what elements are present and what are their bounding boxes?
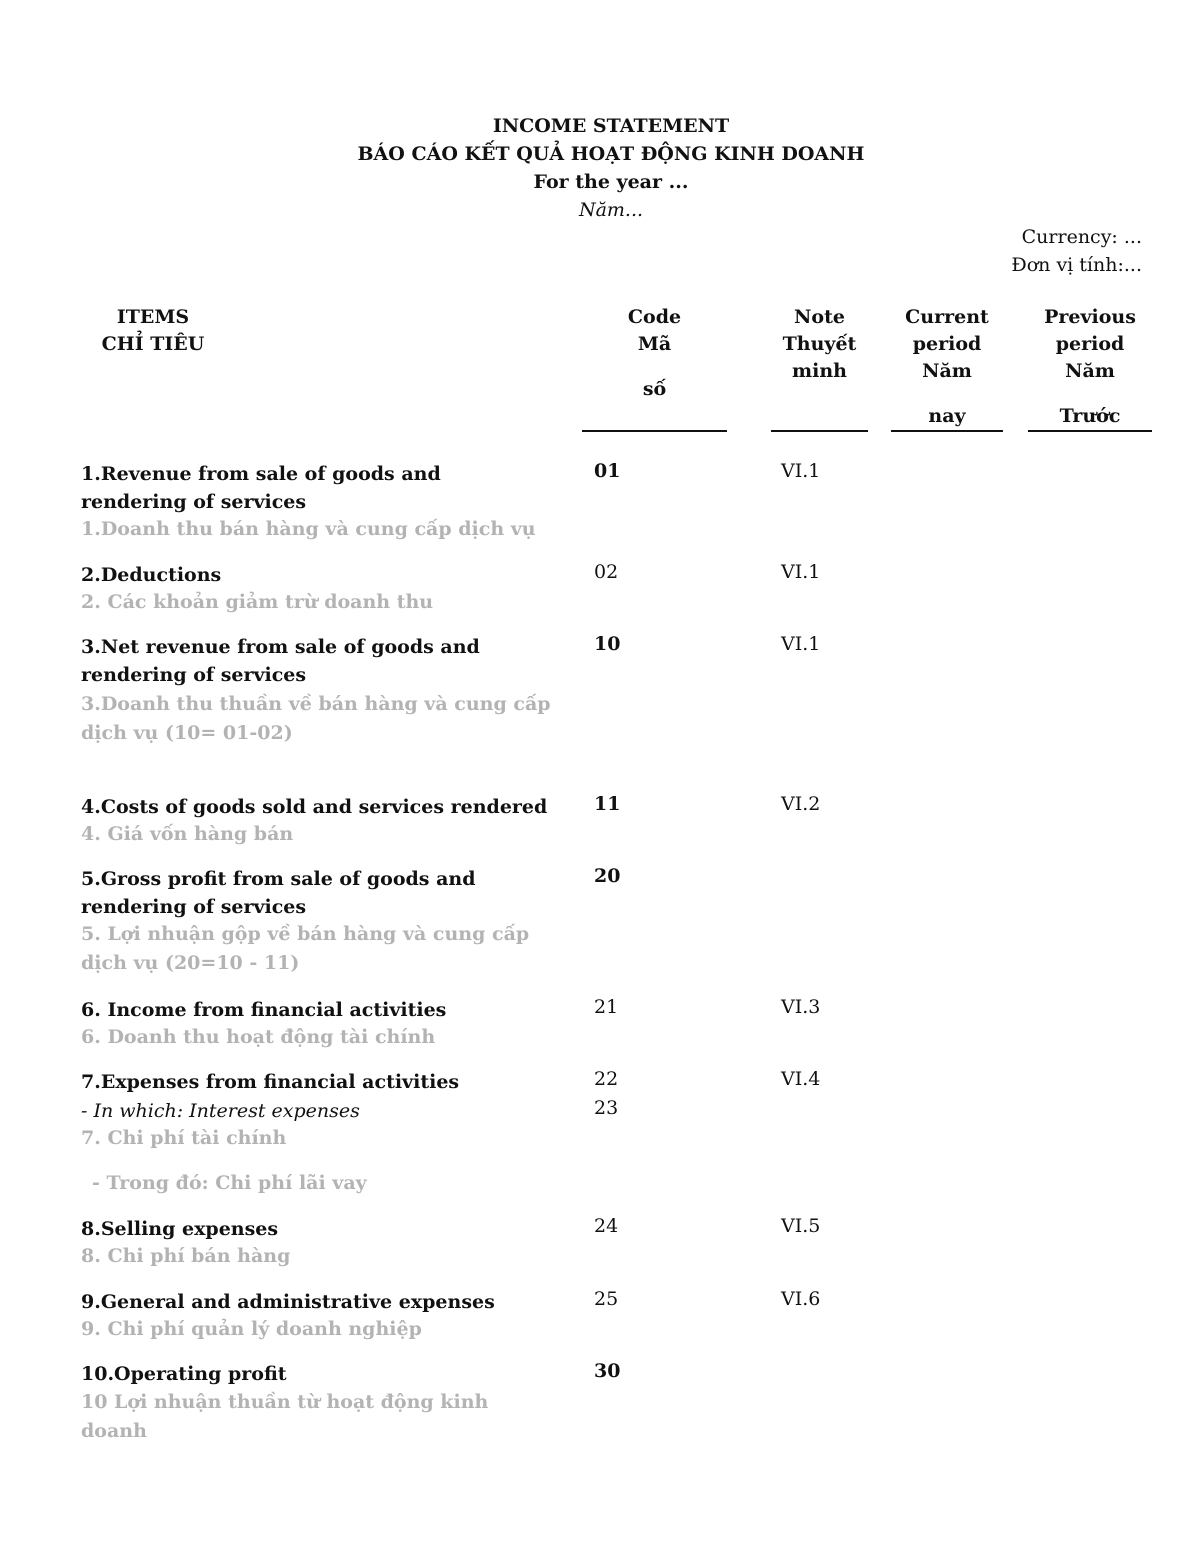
col-note-vn-2: minh <box>792 360 847 382</box>
row-3-note: VI.1 <box>781 633 821 655</box>
col-note-vn: Thuyết <box>782 333 857 355</box>
row-3-vn: 3.Doanh thu thuần về bán hàng và cung cấp dịch vụ (10= 01-02) <box>81 693 551 744</box>
currency-vn: Đơn vị tính:... <box>1011 254 1142 276</box>
row-10-en: 10.Operating profit <box>81 1363 287 1385</box>
row-8-vn: 8. Chi phí bán hàng <box>81 1245 291 1267</box>
row-5-en: 5.Gross profit from sale of goods and rendering of services <box>81 868 476 918</box>
row-6-en: 6. Income from financial activities <box>81 999 447 1021</box>
row-1-note: VI.1 <box>781 460 821 482</box>
row-7-sub-code: 23 <box>594 1097 619 1119</box>
col-code-rule <box>582 430 727 432</box>
row-6-note: VI.3 <box>781 996 821 1018</box>
row-7-code: 22 <box>594 1068 619 1090</box>
col-previous-vn: Năm <box>1065 360 1115 382</box>
col-code-vn-2: số <box>642 378 667 400</box>
col-previous-vn-2: Trước <box>1059 405 1121 427</box>
row-8-code: 24 <box>594 1215 619 1237</box>
col-previous-rule <box>1028 430 1152 432</box>
row-4-en: 4.Costs of goods sold and services rendered <box>81 796 548 818</box>
col-note-en: Note <box>794 306 845 328</box>
row-3-en: 3.Net revenue from sale of goods and rendering of services <box>81 636 480 686</box>
col-current-en: Current <box>905 306 989 328</box>
col-note-header <box>771 304 868 385</box>
row-8-note: VI.5 <box>781 1215 821 1237</box>
col-current-rule <box>891 430 1003 432</box>
col-previous-en-2: period <box>1055 333 1125 355</box>
title-en: INCOME STATEMENT <box>492 115 730 137</box>
row-9-vn: 9. Chi phí quản lý doanh nghiệp <box>81 1318 422 1340</box>
row-5-code: 20 <box>594 865 621 887</box>
row-1-vn: 1.Doanh thu bán hàng và cung cấp dịch vụ <box>81 518 536 540</box>
row-2-en: 2.Deductions <box>81 564 222 586</box>
col-items-en: ITEMS <box>116 306 190 328</box>
row-2-note: VI.1 <box>781 561 821 583</box>
col-current-en-2: period <box>912 333 982 355</box>
row-7-vn: 7. Chi phí tài chính <box>81 1127 287 1149</box>
col-code-vn: Mã <box>637 333 672 355</box>
row-7-note: VI.4 <box>781 1068 821 1090</box>
row-9-code: 25 <box>594 1288 619 1310</box>
row-2-vn: 2. Các khoản giảm trừ doanh thu <box>81 591 434 613</box>
row-9-note: VI.6 <box>781 1288 821 1310</box>
col-current-header <box>891 304 1003 430</box>
row-3-code: 10 <box>594 633 621 655</box>
col-code-en: Code <box>627 306 682 328</box>
col-current-vn: Năm <box>922 360 972 382</box>
col-previous-en: Previous <box>1044 306 1136 328</box>
row-6-code: 21 <box>594 996 619 1018</box>
period-vn: Năm... <box>578 199 644 221</box>
col-note-rule <box>771 430 868 432</box>
row-1-code: 01 <box>594 460 621 482</box>
row-4-note: VI.2 <box>781 793 821 815</box>
row-6-vn: 6. Doanh thu hoạt động tài chính <box>81 1026 436 1048</box>
row-10-code: 30 <box>594 1360 621 1382</box>
row-7-en: 7.Expenses from financial activities <box>81 1071 460 1093</box>
row-1-en: 1.Revenue from sale of goods and rendering of services <box>81 463 441 513</box>
col-previous-header <box>1028 304 1152 430</box>
col-items-header <box>100 304 206 358</box>
row-10-vn: 10 Lợi nhuận thuần từ hoạt động kinh doanh <box>81 1391 489 1442</box>
col-code-header <box>582 304 727 403</box>
row-4-vn: 4. Giá vốn hàng bán <box>81 823 294 845</box>
currency-en: Currency: ... <box>1021 226 1142 248</box>
row-7-sub-en: - In which: Interest expenses <box>81 1100 360 1122</box>
row-8-en: 8.Selling expenses <box>81 1218 279 1240</box>
row-5-vn: 5. Lợi nhuận gộp về bán hàng và cung cấp dịch vụ (20=10 - 11) <box>81 923 530 974</box>
col-items-vn: CHỈ TIÊU <box>101 333 205 355</box>
row-7-sub-vn: - Trong đó: Chi phí lãi vay <box>92 1172 367 1194</box>
title-vn: BÁO CÁO KẾT QUẢ HOẠT ĐỘNG KINH DOANH <box>357 143 865 165</box>
row-4-code: 11 <box>594 793 621 815</box>
period-en: For the year ... <box>533 171 689 193</box>
col-current-vn-2: nay <box>928 405 966 427</box>
row-2-code: 02 <box>594 561 619 583</box>
row-9-en: 9.General and administrative expenses <box>81 1291 495 1313</box>
